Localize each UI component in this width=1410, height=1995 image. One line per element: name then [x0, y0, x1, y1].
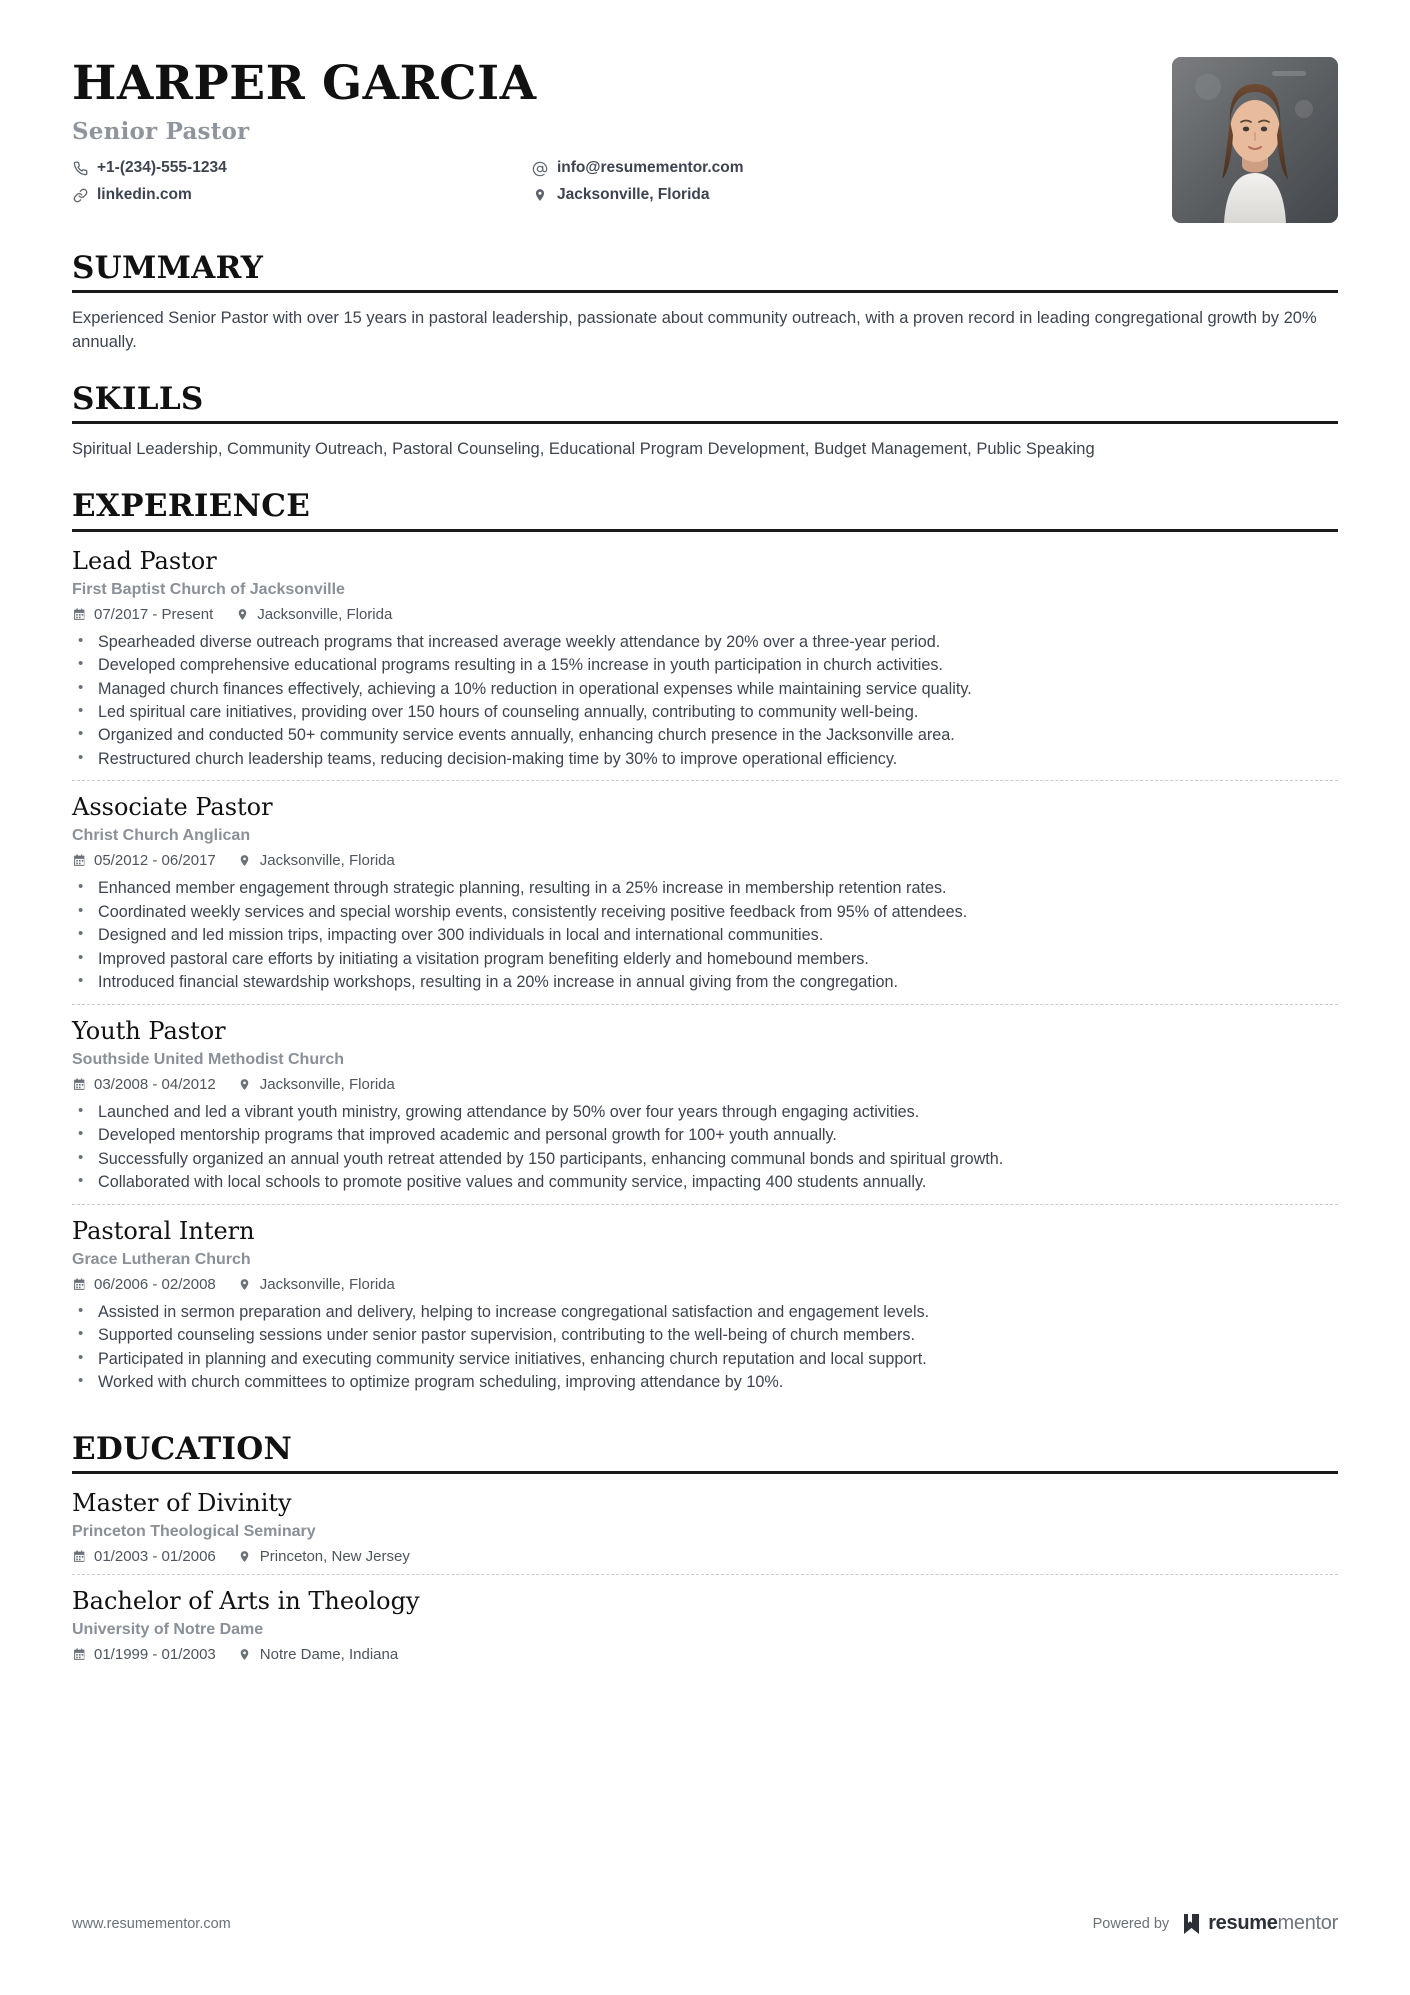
- section-experience: [72, 489, 1338, 1403]
- footer-website[interactable]: www.resumementor.com: [72, 1915, 231, 1932]
- entry-dates: [72, 606, 213, 623]
- calendar-icon: [72, 854, 86, 868]
- resume-entry: [72, 1574, 1338, 1672]
- entry-meta: [72, 606, 1338, 623]
- section-title-summary: SUMMARY: [72, 250, 264, 286]
- map-pin-icon: [238, 1077, 252, 1091]
- entry-meta: [72, 1646, 1338, 1663]
- entry-dates-value: 01/1999 - 01/2003: [94, 1645, 216, 1663]
- powered-by-label: Powered by: [1092, 1915, 1170, 1932]
- map-pin-icon: [532, 187, 548, 203]
- job-title: Senior Pastor: [72, 118, 250, 146]
- entry-bullets: [72, 631, 1338, 772]
- entry-bullets: [72, 877, 1338, 994]
- map-pin-icon: [238, 1647, 252, 1661]
- contact-column-right: [532, 159, 744, 204]
- section-title-skills: SKILLS: [72, 380, 204, 417]
- section-summary: [72, 251, 1338, 354]
- bullet-item: • Launched and led a vibrant youth ministry, growing attendance by 50% over four years through engaging activities.: [72, 1101, 1338, 1124]
- calendar-icon: [72, 607, 86, 621]
- entry-meta: [72, 1076, 1338, 1093]
- contact-phone: [72, 159, 532, 178]
- experience-list: [72, 546, 1338, 1404]
- contact-location: [532, 186, 744, 205]
- skills-text: Spiritual Leadership, Community Outreach, Pastoral Counseling, Educational Program Development, Budget Management, Public Speaking: [72, 440, 1095, 459]
- bullet-item: • Improved pastoral care efforts by initiating a visitation program benefiting elderly and homebound members.: [72, 948, 1338, 971]
- section-title-education: EDUCATION: [72, 1430, 293, 1467]
- bullet-item: • Assisted in sermon preparation and delivery, helping to increase congregational satisfaction and engagement levels.: [72, 1301, 1338, 1324]
- brand-light: mentor: [1277, 1912, 1338, 1934]
- entry-title: Bachelor of Arts in Theology: [72, 1586, 420, 1615]
- brand-wordmark: [1208, 1912, 1338, 1935]
- map-pin-icon: [238, 854, 252, 868]
- entry-organization: Southside United Methodist Church: [72, 1050, 344, 1068]
- entry-location-value: Jacksonville, Florida: [259, 1275, 395, 1293]
- resume-header: [72, 55, 1338, 223]
- page-title: HARPER GARCIA: [72, 56, 537, 111]
- bullet-item: • Led spiritual care initiatives, providing over 150 hours of counseling annually, contributing to community well-being.: [72, 701, 1338, 724]
- bullet-item: • Enhanced member engagement through strategic planning, resulting in a 25% increase in membership retention rates.: [72, 877, 1338, 900]
- resume-entry: [72, 1488, 1338, 1574]
- bullet-item: • Supported counseling sessions under senior pastor supervision, contributing to the well-being of church members.: [72, 1324, 1338, 1347]
- entry-dates: [72, 1646, 216, 1663]
- entry-organization: University of Notre Dame: [72, 1620, 264, 1638]
- entry-meta: [72, 1548, 1338, 1565]
- entry-organization: Christ Church Anglican: [72, 827, 251, 845]
- bookmark-icon: [1182, 1913, 1201, 1935]
- page-footer: [72, 1912, 1338, 1935]
- entry-dates-value: 07/2017 - Present: [94, 605, 214, 623]
- contact-info: [72, 159, 1172, 204]
- calendar-icon: [72, 1549, 86, 1563]
- entry-bullets: [72, 1301, 1338, 1395]
- section-skills: [72, 382, 1338, 462]
- bullet-item: • Restructured church leadership teams, reducing decision-making time by 30% to improve operational efficiency.: [72, 748, 1338, 771]
- entry-location-value: Princeton, New Jersey: [259, 1547, 410, 1565]
- section-divider: [72, 529, 1338, 532]
- entry-title: Associate Pastor: [72, 793, 273, 822]
- contact-email[interactable]: [532, 159, 744, 178]
- entry-dates: [72, 1076, 216, 1093]
- section-divider: [72, 421, 1338, 424]
- at-sign-icon: [532, 161, 548, 177]
- section-title-experience: EXPERIENCE: [72, 488, 311, 525]
- entry-location-value: Notre Dame, Indiana: [259, 1645, 399, 1663]
- entry-organization: Princeton Theological Seminary: [72, 1522, 316, 1540]
- calendar-icon: [72, 1277, 86, 1291]
- entry-dates-value: 03/2008 - 04/2012: [94, 1075, 216, 1093]
- summary-text: Experienced Senior Pastor with over 15 years in pastoral leadership, passionate about community outreach, with a proven record in leading congregational growth by 20% annually.: [72, 309, 1317, 351]
- bullet-item: • Organized and conducted 50+ community service events annually, enhancing church presence in the Jacksonville area.: [72, 724, 1338, 747]
- contact-link[interactable]: [72, 186, 532, 205]
- avatar: [1172, 57, 1338, 223]
- header-left: [72, 55, 1172, 205]
- calendar-icon: [72, 1077, 86, 1091]
- brand-strong: resume: [1208, 1912, 1278, 1934]
- contact-link-value: linkedin.com: [97, 185, 192, 203]
- contact-location-value: Jacksonville, Florida: [557, 185, 710, 203]
- entry-location: [238, 1646, 398, 1663]
- section-divider: [72, 1471, 1338, 1474]
- contact-email-value: info@resumementor.com: [557, 159, 744, 177]
- bullet-item: • Introduced financial stewardship workshops, resulting in a 20% increase in annual giving from the congregation.: [72, 971, 1338, 994]
- contact-column-left: [72, 159, 532, 204]
- entry-meta: [72, 1276, 1338, 1293]
- bullet-item: • Collaborated with local schools to promote positive values and community service, impacting 400 students annually.: [72, 1171, 1338, 1194]
- education-list: [72, 1488, 1338, 1672]
- entry-location: [238, 852, 395, 869]
- section-education: [72, 1432, 1338, 1672]
- entry-title: Lead Pastor: [72, 546, 217, 575]
- resume-entry: [72, 546, 1338, 781]
- calendar-icon: [72, 1647, 86, 1661]
- bullet-item: • Developed comprehensive educational programs resulting in a 15% increase in youth participation in church activities.: [72, 654, 1338, 677]
- entry-location: [238, 1276, 395, 1293]
- entry-organization: First Baptist Church of Jacksonville: [72, 580, 345, 598]
- entry-dates: [72, 1276, 216, 1293]
- bullet-item: • Developed mentorship programs that improved academic and personal growth for 100+ youth annually.: [72, 1124, 1338, 1147]
- entry-meta: [72, 852, 1338, 869]
- bullet-item: • Designed and led mission trips, impacting over 300 individuals in local and international communities.: [72, 924, 1338, 947]
- entry-location-value: Jacksonville, Florida: [259, 1075, 395, 1093]
- entry-dates-value: 06/2006 - 02/2008: [94, 1275, 216, 1293]
- section-divider: [72, 290, 1338, 293]
- entry-dates-value: 05/2012 - 06/2017: [94, 852, 216, 870]
- map-pin-icon: [238, 1277, 252, 1291]
- map-pin-icon: [235, 607, 249, 621]
- resume-entry: [72, 780, 1338, 1003]
- profile-photo: [1172, 57, 1338, 223]
- bullet-item: • Successfully organized an annual youth retreat attended by 150 participants, enhancing communal bonds and spiritual growth.: [72, 1148, 1338, 1171]
- bullet-item: • Coordinated weekly services and special worship events, consistently receiving positive feedback from 95% of attendees.: [72, 901, 1338, 924]
- entry-location-value: Jacksonville, Florida: [259, 852, 395, 870]
- resume-entry: [72, 1004, 1338, 1204]
- entry-location: [238, 1076, 395, 1093]
- link-icon: [72, 187, 88, 203]
- entry-dates-value: 01/2003 - 01/2006: [94, 1547, 216, 1565]
- entry-title: Master of Divinity: [72, 1488, 292, 1517]
- phone-icon: [72, 161, 88, 177]
- bullet-item: • Managed church finances effectively, achieving a 10% reduction in operational expenses while maintaining service quality.: [72, 678, 1338, 701]
- map-pin-icon: [238, 1549, 252, 1563]
- bullet-item: • Participated in planning and executing community service initiatives, enhancing church reputation and local support.: [72, 1348, 1338, 1371]
- resume-entry: [72, 1204, 1338, 1404]
- entry-organization: Grace Lutheran Church: [72, 1250, 251, 1268]
- entry-bullets: [72, 1101, 1338, 1195]
- entry-location: [235, 606, 392, 623]
- entry-location: [238, 1548, 410, 1565]
- entry-dates: [72, 1548, 216, 1565]
- bullet-item: • Spearheaded diverse outreach programs that increased average weekly attendance by 20% over a three-year period.: [72, 631, 1338, 654]
- bullet-item: • Worked with church committees to optimize program scheduling, improving attendance by 10%.: [72, 1371, 1338, 1394]
- resumementor-logo: [1182, 1912, 1338, 1935]
- contact-phone-value: +1-(234)-555-1234: [97, 159, 227, 177]
- entry-title: Pastoral Intern: [72, 1216, 255, 1245]
- entry-dates: [72, 852, 216, 869]
- footer-branding: [1093, 1912, 1338, 1935]
- entry-title: Youth Pastor: [72, 1016, 226, 1045]
- entry-location-value: Jacksonville, Florida: [257, 605, 393, 623]
